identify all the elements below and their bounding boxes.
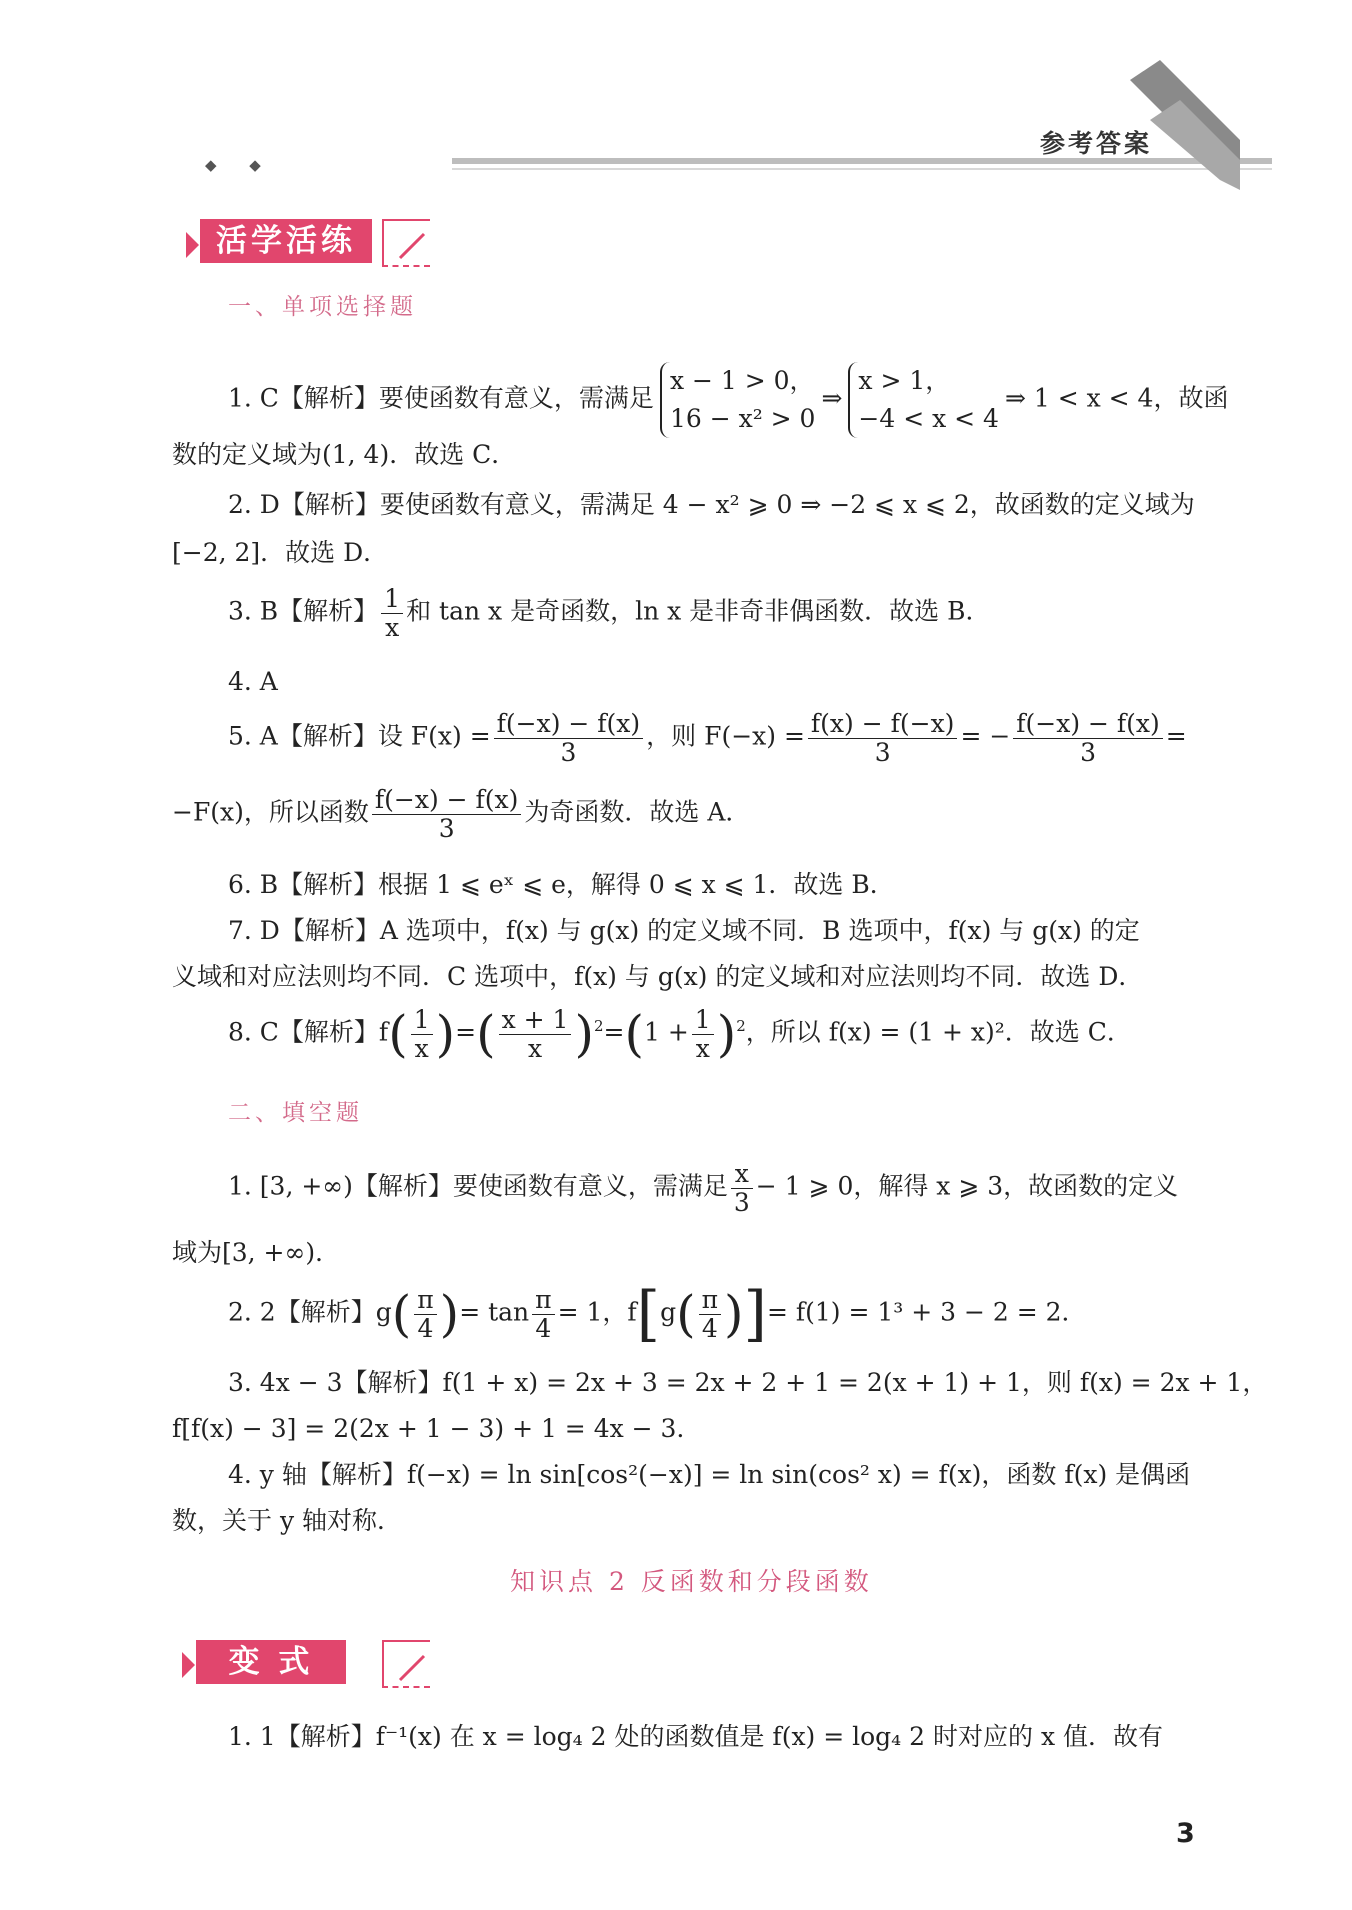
fill-answer-4-cont: 数，关于 y 轴对称． xyxy=(172,1506,403,1535)
answer-1: 1. C【解析】要使函数有意义，需满足 x − 1 > 0， 16 − x² > 0 ⇒ x > 1， −4 < x < 4 ⇒ 1 < x < 4，故函 xyxy=(228,362,1228,438)
fill-answer-3: 3. 4x − 3【解析】f(1 + x) = 2x + 3 = 2x + 2 + 1 = 2(x + 1) + 1，则 f(x) = 2x + 1， xyxy=(228,1368,1268,1397)
answer-6: 6. B【解析】根据 1 ⩽ eˣ ⩽ e，解得 0 ⩽ x ⩽ 1．故选 B． xyxy=(228,870,895,899)
fill-answer-1: 1. [3, +∞)【解析】要使函数有意义，需满足 $\frac{x}{3}$ − 1 ⩾ 0，解得 x ⩾ 3，故函数的定义 xyxy=(228,1159,1179,1217)
pencil-icon xyxy=(396,228,430,262)
answer-4: 4. A xyxy=(228,667,278,696)
corner-stripes-icon xyxy=(1130,60,1240,190)
section-tag-arrow-2 xyxy=(182,1652,195,1678)
answer-5: 5. A【解析】设 F(x) = $\frac{f(-x) - f(x)}{3}$ ，则 F(−x) = $\frac{f(x) - f(-x)}{3}$ = − $\frac{f(-x) - f(x)}{3}$ = xyxy=(228,709,1187,767)
fill-answer-2: 2. 2【解析】g( $\frac{\pi}{4}$ )= tan $\frac{\pi}{4}$ = 1，f[g( $\frac{\pi}{4}$ )]= f(1) = 1³ + 3 − 2 = 2． xyxy=(228,1279,1087,1349)
subheading-fill-blank: 二、填空题 xyxy=(228,1100,363,1126)
fill-answer-3-cont: f[f(x) − 3] = 2(2x + 1 − 3) + 1 = 4x − 3． xyxy=(172,1414,702,1443)
section-tag-2: 变 式 xyxy=(196,1640,346,1684)
decor-dots: ◆ ◆ xyxy=(205,156,275,174)
section-tag-arrow xyxy=(186,232,199,258)
answer-2-cont: [−2, 2]．故选 D． xyxy=(172,538,389,567)
fill-answer-4: 4. y 轴【解析】f(−x) = ln sin[cos²(−x)] = ln sin(cos² x) = f(x)，函数 f(x) 是偶函 xyxy=(228,1460,1191,1489)
header-label: 参考答案 xyxy=(1040,129,1153,158)
pencil-icon xyxy=(396,1650,430,1684)
answer-8: 8. C【解析】f( $\frac{1}{x}$ )=( $\frac{x + 1}{x}$ )$^2$=(1 + $\frac{1}{x}$ )$^2$，所以 f(x) = (1 + x)²．故选 C． xyxy=(228,1005,1132,1063)
answer-1-cont: 数的定义域为(1, 4)．故选 C． xyxy=(172,440,517,469)
answer-7: 7. D【解析】A 选项中，f(x) 与 g(x) 的定义域不同．B 选项中，f(x) 与 g(x) 的定 xyxy=(228,916,1140,945)
answer-5-cont: −F(x)，所以函数 $\frac{f(-x) - f(x)}{3}$ 为奇函数．故选 A． xyxy=(172,785,751,843)
variant-answer-1: 1. 1【解析】f⁻¹(x) 在 x = log₄ 2 处的函数值是 f(x) = log₄ 2 时对应的 x 值．故有 xyxy=(228,1722,1163,1751)
knowledge-point-title: 知识点 2 反函数和分段函数 xyxy=(510,1567,873,1596)
page-number: 3 xyxy=(1176,1818,1195,1849)
fill-answer-1-cont: 域为[3, +∞)． xyxy=(172,1238,341,1267)
section-tag: 活学活练 xyxy=(200,219,372,263)
subheading-single-choice: 一、单项选择题 xyxy=(228,294,417,320)
answer-3: 3. B【解析】 $\frac{1}{x}$ 和 tan x 是奇函数，ln x 是非奇非偶函数．故选 B． xyxy=(228,584,991,642)
answer-2: 2. D【解析】要使函数有意义，需满足 4 − x² ⩾ 0 ⇒ −2 ⩽ x ⩽ 2，故函数的定义域为 xyxy=(228,490,1195,519)
answer-7-cont: 义域和对应法则均不同．C 选项中，f(x) 与 g(x) 的定义域和对应法则均不同．故选 D． xyxy=(172,962,1144,991)
